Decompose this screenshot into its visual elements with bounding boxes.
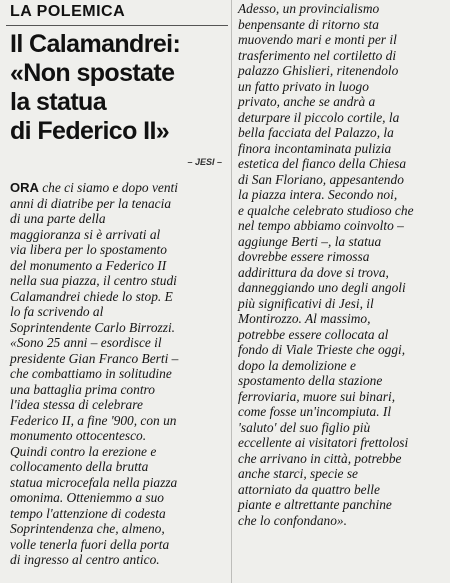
body-line: 'saluto' del suo figlio più [238,419,371,435]
body-line: Calamandrei chiede lo stop. E [10,288,173,304]
body-line: addirittura da dove si trova, [238,264,389,280]
left-column [6,0,228,583]
body-line: estetica del fianco della Chiesa [238,156,407,171]
body-line: danneggiando uno degli angoli [238,280,406,295]
body-line: fondo di Viale Trieste che oggi, [238,342,406,357]
headline-line: la statua [10,88,107,116]
body-line: «Sono 25 anni – esordisce il [10,335,162,350]
body-line: potrebbe essere collocata al [238,326,389,342]
body-line: nella sua piazza, il centro studi [10,273,177,288]
body-line: tempo l'attenzione di codesta [10,505,166,521]
body-line: spostamento della stazione [238,373,383,388]
article-body-left [10,180,228,568]
body-line: anche starci, specie se [238,466,358,481]
lead-word: ORA [10,180,39,195]
body-line: monumento ottocentesco. [10,428,147,443]
body-line: dovrebbe essere rimossa [238,249,370,264]
body-line: ferroviaria, muore sui binari, [238,388,396,404]
body-line: statua microcefala nella piazza [10,474,178,490]
body-line: e qualche celebrato studioso che [238,202,414,218]
body-line: più significativi di Jesi, il [238,295,374,311]
article-body-right [238,1,448,528]
body-line: maggioranza si è arrivati al [10,226,161,242]
body-line: deturpare il piccolo cortile, la [238,109,400,125]
body-line: dopo la demolizione e [238,357,356,373]
body-line: aggiunge Berti –, la statua [238,233,382,249]
column-divider [231,0,232,583]
body-line: una battaglia prima contro [10,381,155,397]
body-line: attorniato da quattro belle [238,481,380,497]
body-line: muovendo mari e monti per il [238,32,397,47]
body-line: volle tenerla fuori della porta [10,536,170,552]
body-line: anni di diatribe per la tenacia [10,195,172,211]
body-line: che combattiamo in solitudine [10,366,172,381]
body-line: Adesso, un provincialismo [238,1,380,16]
body-line: Quindi contro la erezione e [10,443,157,459]
body-line: palazzo Ghislieri, ritenendolo [238,63,399,78]
byline-location: – JESI – [187,157,222,167]
right-column [236,0,448,583]
body-line: piante e altrettante panchine [238,497,392,512]
headline-line: «Non spostate [10,59,175,87]
body-line: via libera per lo spostamento [10,242,167,257]
body-line: presidente Gian Franco Berti – [10,350,179,366]
body-line: l'idea stessa di celebrare [10,397,143,412]
kicker-divider [6,25,228,26]
body-line: come fosse un'incompiuta. Il [238,404,392,419]
body-line: collocamento della brutta [10,459,149,474]
body-line: Montirozzo. Al massimo, [238,311,371,326]
body-line: che arrivano in città, potrebbe [238,450,402,466]
body-line: Federico II, a fine '900, con un [10,412,177,428]
body-line: omonima. Otteniemmo a suo [10,490,164,505]
headline [10,30,228,146]
section-kicker: LA POLEMICA [10,3,126,20]
body-line: eccellente ai visitatori frettolosi [238,435,409,450]
headline-line: di Federico II» [10,117,170,145]
body-line: ORA che ci siamo e dopo venti [10,180,178,195]
body-line: finora incontaminata pulizia [238,140,392,156]
body-line: di ingresso al centro antico. [10,552,160,567]
body-line: Soprintendenza che, almeno, [10,521,165,536]
headline-line: Il Calamandrei: [10,30,181,58]
body-line: che lo confondano». [238,512,347,528]
body-line: nel tempo abbiamo coinvolto – [238,218,404,233]
body-line: del monumento a Federico II [10,257,167,273]
body-line: bella facciata del Palazzo, la [238,125,394,140]
body-line: benpensante di ritorno sta [238,16,379,32]
body-line: trasferimento nel cortiletto di [238,47,397,63]
body-line: privato, anche se andrà a [238,94,376,109]
body-line: un fatto privato in luogo [238,78,369,94]
body-line: lo fa scrivendo al [10,304,104,319]
body-line: Soprintendente Carlo Birrozzi. [10,319,176,335]
body-line: di San Floriano, appesantendo [238,171,404,187]
body-line: la piazza intera. Secondo noi, [238,187,398,202]
body-line: di una parte della [10,211,106,226]
